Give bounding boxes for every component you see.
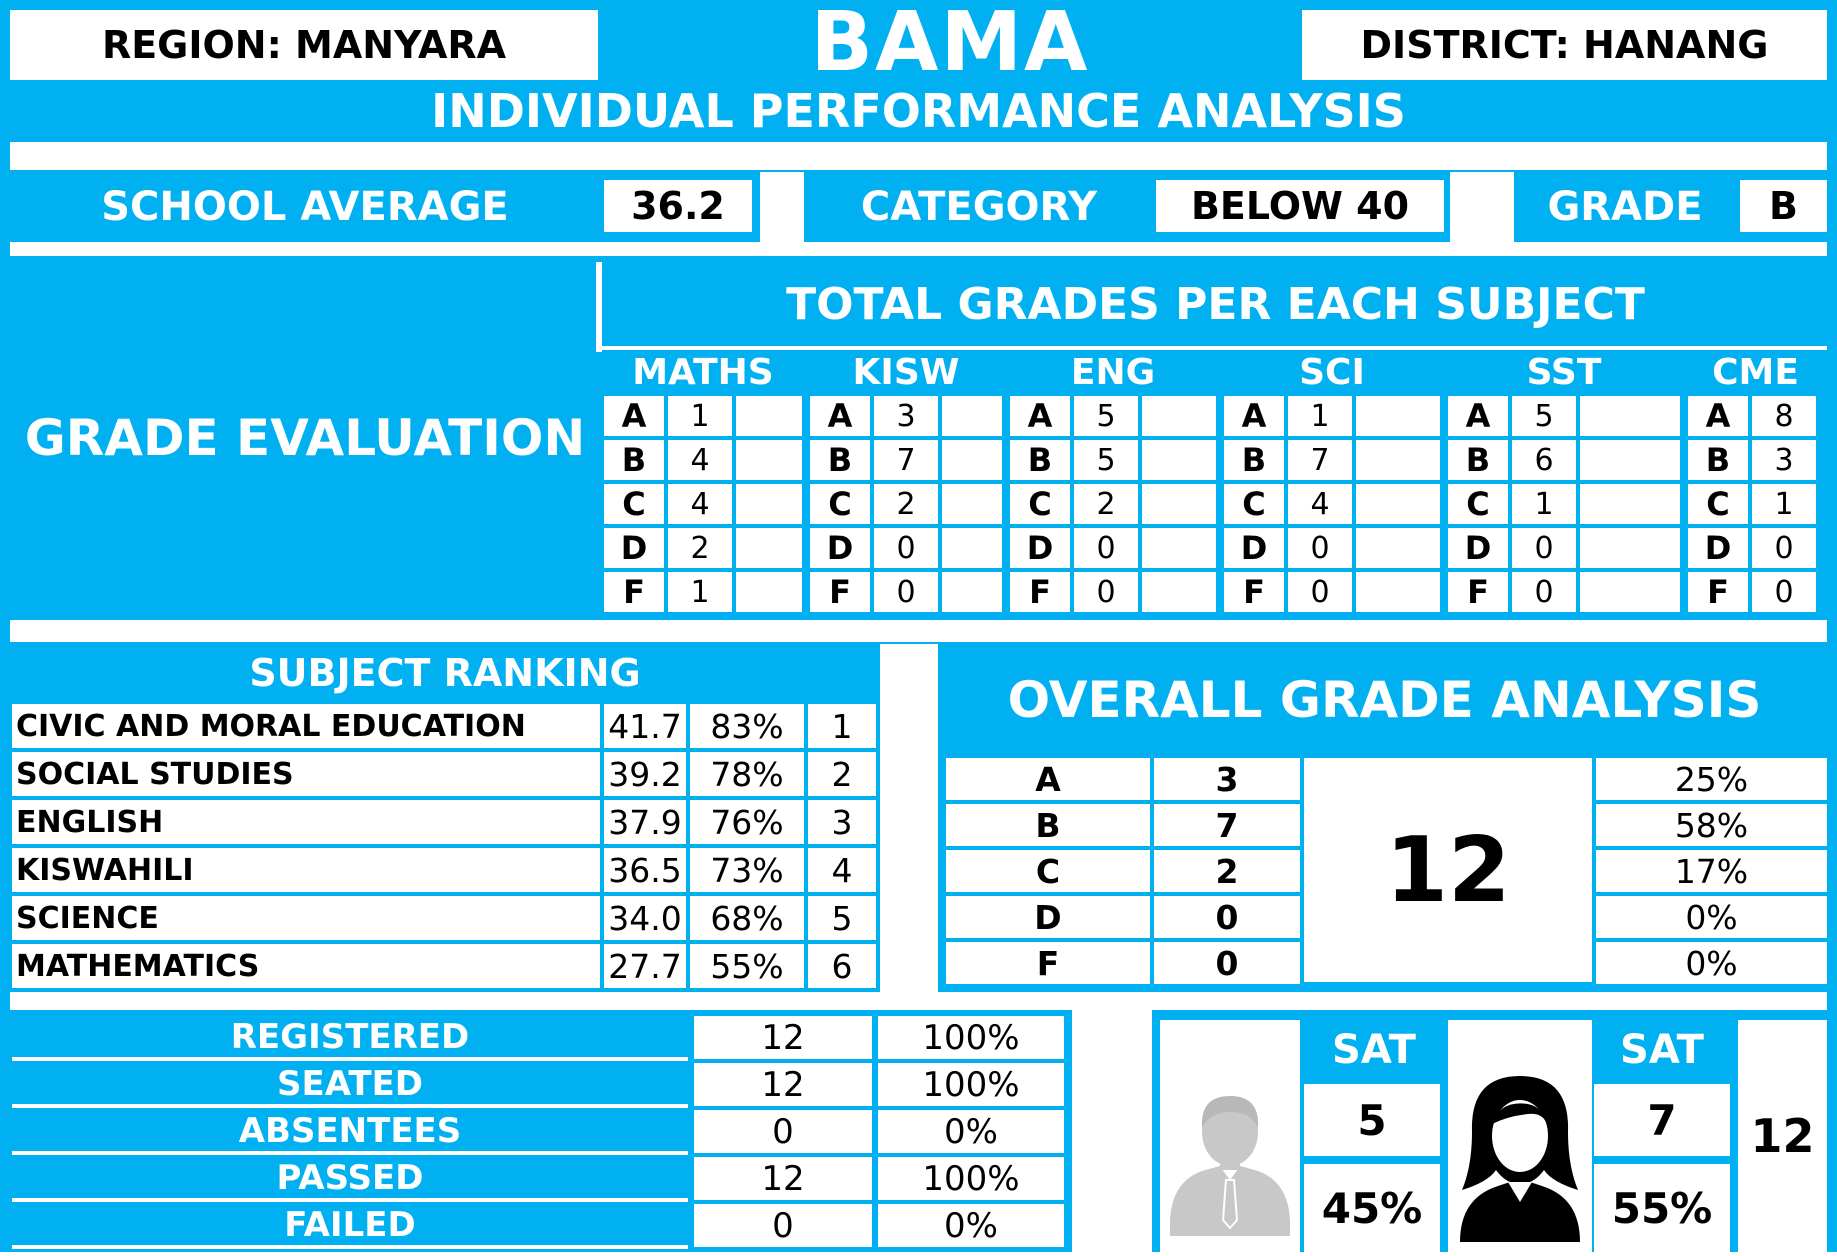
male-sat-label: SAT <box>1332 1027 1416 1073</box>
grade-letter: A <box>604 396 664 436</box>
overall-grade-count: 3 <box>1154 758 1300 800</box>
grade-letter: D <box>1010 528 1070 568</box>
ranking-subject: MATHEMATICS <box>12 944 600 988</box>
grade-count: 4 <box>1288 484 1352 524</box>
grade-count: 3 <box>874 396 938 436</box>
divider <box>760 172 804 242</box>
grade-letter: C <box>1224 484 1284 524</box>
subject-header-kisw: KISW <box>852 351 960 393</box>
empty-cell <box>1142 528 1216 568</box>
empty-cell <box>1580 528 1680 568</box>
male-sat-count: 5 <box>1304 1084 1440 1156</box>
school-name: BAMA <box>810 0 1090 90</box>
grade-count: 0 <box>1512 572 1576 612</box>
divider <box>12 1151 688 1155</box>
overall-grade-count: 0 <box>1154 896 1300 938</box>
ranking-subject: KISWAHILI <box>12 848 600 892</box>
female-sat-count: 7 <box>1594 1084 1730 1156</box>
ranking-rank: 2 <box>808 752 876 796</box>
grade-letter: B <box>1010 440 1070 480</box>
overall-grade-percent: 58% <box>1596 804 1827 846</box>
grade-letter: B <box>604 440 664 480</box>
empty-cell <box>1580 484 1680 524</box>
grade-count: 1 <box>1512 484 1576 524</box>
grade-label: GRADE <box>1547 184 1703 230</box>
female-avatar <box>1448 1020 1592 1252</box>
divider <box>1450 172 1514 242</box>
grade-count: 1 <box>1288 396 1352 436</box>
grade-count: 6 <box>1512 440 1576 480</box>
overall-grade-letter: A <box>946 758 1150 800</box>
grade-evaluation-label: GRADE EVALUATION <box>24 409 586 467</box>
grade-count: 5 <box>1074 396 1138 436</box>
overall-grade-percent: 0% <box>1596 896 1827 938</box>
overall-grade-count: 2 <box>1154 850 1300 892</box>
subject-header-maths: MATHS <box>632 351 774 393</box>
female-avatar-icon <box>1448 1020 1592 1252</box>
empty-cell <box>1142 396 1216 436</box>
empty-cell <box>736 572 802 612</box>
ranking-percent: 55% <box>690 944 804 988</box>
grade-letter: F <box>1224 572 1284 612</box>
attendance-label: SEATED <box>276 1063 424 1104</box>
empty-cell <box>1142 484 1216 524</box>
empty-cell <box>736 396 802 436</box>
grade-letter: C <box>1448 484 1508 524</box>
grade-count: 0 <box>1512 528 1576 568</box>
overall-grade-letter: F <box>946 942 1150 984</box>
attendance-percent: 0% <box>878 1110 1064 1153</box>
grade-count: 7 <box>1288 440 1352 480</box>
ranking-subject: SOCIAL STUDIES <box>12 752 600 796</box>
male-sat-percent: 45% <box>1304 1164 1440 1252</box>
grade-count: 7 <box>874 440 938 480</box>
divider <box>1072 1010 1152 1252</box>
overall-grade-count: 0 <box>1154 942 1300 984</box>
empty-cell <box>1356 396 1440 436</box>
overall-grade-letter: D <box>946 896 1150 938</box>
grades-per-subject-title: TOTAL GRADES PER EACH SUBJECT <box>786 278 1645 330</box>
grade-letter: D <box>1448 528 1508 568</box>
ranking-average: 27.7 <box>604 944 686 988</box>
attendance-label: REGISTERED <box>230 1016 470 1057</box>
grade-count: 5 <box>1074 440 1138 480</box>
category-label: CATEGORY <box>860 184 1098 230</box>
ranking-average: 36.5 <box>604 848 686 892</box>
ranking-average: 37.9 <box>604 800 686 844</box>
grade-letter: A <box>1448 396 1508 436</box>
grade-letter: B <box>1224 440 1284 480</box>
attendance-count: 12 <box>694 1016 872 1059</box>
empty-cell <box>1356 440 1440 480</box>
grade-count: 0 <box>1288 572 1352 612</box>
grade-letter: A <box>810 396 870 436</box>
grade-letter: F <box>1448 572 1508 612</box>
attendance-percent: 100% <box>878 1063 1064 1106</box>
ranking-rank: 6 <box>808 944 876 988</box>
divider <box>12 1104 688 1108</box>
subject-header-eng: ENG <box>1070 351 1156 393</box>
empty-cell <box>736 484 802 524</box>
empty-cell <box>1580 572 1680 612</box>
ranking-average: 39.2 <box>604 752 686 796</box>
overall-grade-percent: 25% <box>1596 758 1827 800</box>
grade-count: 0 <box>1074 528 1138 568</box>
empty-cell <box>1142 440 1216 480</box>
grade-count: 2 <box>1074 484 1138 524</box>
overall-total: 12 <box>1304 758 1592 982</box>
empty-cell <box>1580 440 1680 480</box>
grade-letter: D <box>810 528 870 568</box>
grade-letter: F <box>604 572 664 612</box>
grade-count: 0 <box>1074 572 1138 612</box>
empty-cell <box>736 440 802 480</box>
overall-grade-percent: 0% <box>1596 942 1827 984</box>
grade-letter: A <box>1688 396 1748 436</box>
grade-count: 0 <box>1752 572 1816 612</box>
grade-letter: B <box>1448 440 1508 480</box>
ranking-percent: 73% <box>690 848 804 892</box>
ranking-average: 34.0 <box>604 896 686 940</box>
overall-grade-count: 7 <box>1154 804 1300 846</box>
grade-count: 0 <box>1288 528 1352 568</box>
subject-header-cme: CME <box>1712 351 1799 393</box>
ranking-rank: 5 <box>808 896 876 940</box>
page-title: INDIVIDUAL PERFORMANCE ANALYSIS <box>431 84 1406 138</box>
school-average-label: SCHOOL AVERAGE <box>101 184 509 230</box>
empty-cell <box>1356 572 1440 612</box>
grade-count: 4 <box>668 484 732 524</box>
divider <box>880 644 938 992</box>
grade-count: 4 <box>668 440 732 480</box>
grade-count: 0 <box>874 528 938 568</box>
attendance-count: 0 <box>694 1110 872 1153</box>
grade-letter: D <box>604 528 664 568</box>
district-label: DISTRICT: HANANG <box>1302 10 1827 80</box>
ranking-percent: 78% <box>690 752 804 796</box>
ranking-subject: SCIENCE <box>12 896 600 940</box>
divider <box>596 262 602 352</box>
grade-count: 5 <box>1512 396 1576 436</box>
empty-cell <box>736 528 802 568</box>
grade-value: B <box>1740 180 1827 232</box>
grade-letter: F <box>810 572 870 612</box>
divider <box>10 992 1827 1010</box>
female-sat-label: SAT <box>1620 1027 1704 1073</box>
grade-count: 8 <box>1752 396 1816 436</box>
empty-cell <box>1580 396 1680 436</box>
grade-count: 1 <box>668 572 732 612</box>
grade-letter: C <box>604 484 664 524</box>
grade-count: 0 <box>874 572 938 612</box>
grade-count: 2 <box>874 484 938 524</box>
attendance-label: ABSENTEES <box>238 1110 462 1151</box>
grade-letter: D <box>1224 528 1284 568</box>
ranking-average: 41.7 <box>604 704 686 748</box>
grade-count: 2 <box>668 528 732 568</box>
school-average-value: 36.2 <box>604 180 752 232</box>
overall-grade-title: OVERALL GRADE ANALYSIS <box>1007 671 1762 729</box>
empty-cell <box>1356 484 1440 524</box>
grade-letter: B <box>1688 440 1748 480</box>
ranking-rank: 4 <box>808 848 876 892</box>
empty-cell <box>942 396 1002 436</box>
empty-cell <box>942 572 1002 612</box>
attendance-count: 12 <box>694 1157 872 1200</box>
attendance-percent: 0% <box>878 1204 1064 1247</box>
ranking-percent: 83% <box>690 704 804 748</box>
ranking-subject: ENGLISH <box>12 800 600 844</box>
empty-cell <box>942 440 1002 480</box>
divider <box>10 620 1827 642</box>
overall-grade-letter: C <box>946 850 1150 892</box>
empty-cell <box>942 484 1002 524</box>
grade-letter: B <box>810 440 870 480</box>
grade-letter: C <box>1010 484 1070 524</box>
attendance-count: 12 <box>694 1063 872 1106</box>
overall-grade-letter: B <box>946 804 1150 846</box>
grade-count: 0 <box>1752 528 1816 568</box>
divider <box>12 1198 688 1202</box>
attendance-label: FAILED <box>284 1204 416 1245</box>
grade-count: 1 <box>1752 484 1816 524</box>
divider <box>10 242 1827 256</box>
grade-count: 3 <box>1752 440 1816 480</box>
ranking-percent: 76% <box>690 800 804 844</box>
attendance-count: 0 <box>694 1204 872 1247</box>
grade-letter: D <box>1688 528 1748 568</box>
grade-count: 1 <box>668 396 732 436</box>
empty-cell <box>1142 572 1216 612</box>
ranking-subject: CIVIC AND MORAL EDUCATION <box>12 704 600 748</box>
attendance-percent: 100% <box>878 1157 1064 1200</box>
empty-cell <box>1356 528 1440 568</box>
overall-grade-percent: 17% <box>1596 850 1827 892</box>
sat-total: 12 <box>1738 1020 1827 1252</box>
divider <box>10 142 1827 170</box>
ranking-rank: 3 <box>808 800 876 844</box>
male-avatar-icon <box>1160 1020 1300 1252</box>
ranking-rank: 1 <box>808 704 876 748</box>
divider <box>12 1057 688 1061</box>
category-value: BELOW 40 <box>1156 180 1444 232</box>
empty-cell <box>942 528 1002 568</box>
divider <box>12 1245 688 1249</box>
grade-letter: C <box>810 484 870 524</box>
grade-letter: C <box>1688 484 1748 524</box>
attendance-label: PASSED <box>276 1157 424 1198</box>
female-sat-percent: 55% <box>1594 1164 1730 1252</box>
subject-header-sci: SCI <box>1299 351 1365 393</box>
subject-header-sst: SST <box>1526 351 1602 393</box>
divider <box>602 346 1827 350</box>
grade-letter: F <box>1010 572 1070 612</box>
ranking-percent: 68% <box>690 896 804 940</box>
subject-ranking-title: SUBJECT RANKING <box>249 651 641 695</box>
male-avatar <box>1160 1020 1300 1252</box>
grade-letter: A <box>1224 396 1284 436</box>
attendance-percent: 100% <box>878 1016 1064 1059</box>
grade-letter: F <box>1688 572 1748 612</box>
grade-letter: A <box>1010 396 1070 436</box>
region-label: REGION: MANYARA <box>10 10 598 80</box>
